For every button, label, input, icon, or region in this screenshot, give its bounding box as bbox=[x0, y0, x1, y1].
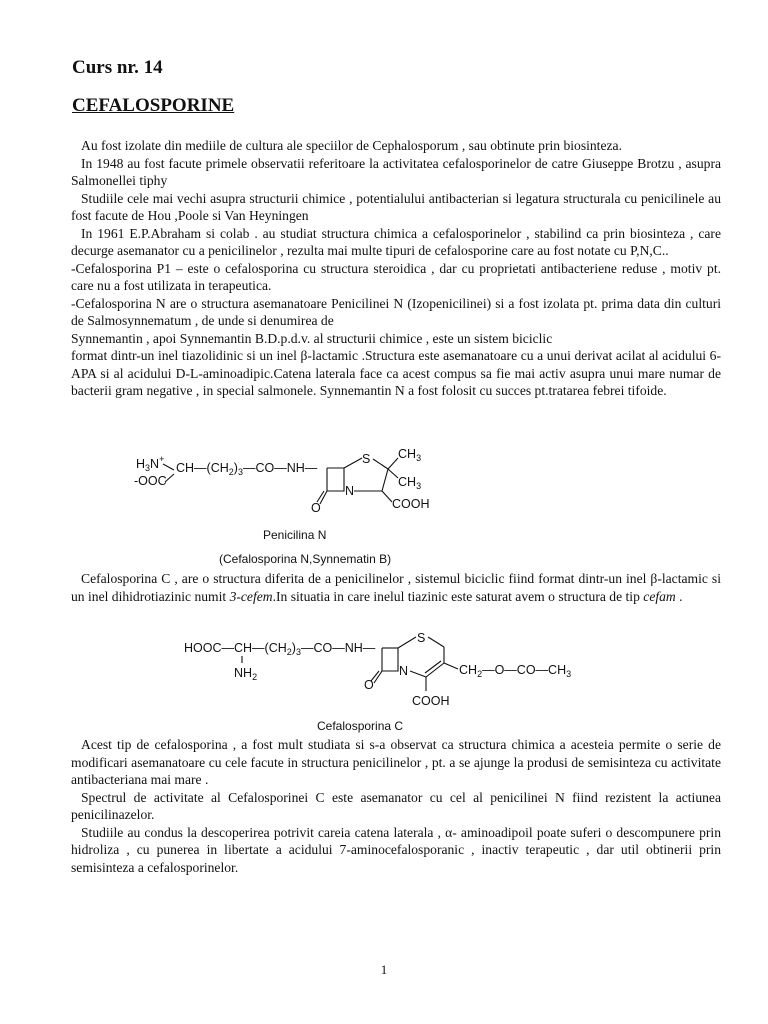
topic-heading: CEFALOSPORINE bbox=[72, 95, 235, 116]
text-span: . bbox=[675, 588, 683, 604]
figure1-subcaption: (Cefalosporina N,Synnematin B) bbox=[219, 552, 392, 566]
paragraph: Studiile cele mai vechi asupra structurii chimice , potentialului antibacterian si legatura structurala cu penicilinele au fost facute de Hou ,Poole si Van Heyningen bbox=[71, 190, 721, 223]
text-span: Cefalosporina C , are o structura diferita de a penicilinelor , sistemul biciclic fiind format dintr-un inel β-lactamic si un inel dihidrotiazinic numit bbox=[71, 571, 721, 604]
ooc-label: -OOC bbox=[134, 474, 167, 488]
paragraph: format dintr-un inel tiazolidinic si un inel β-lactamic .Structura este asemanatoare cu a unui derivat acilat al acidului 6-APA si al acidului D-L-aminoadipic.Catena laterala face ca acest compus sa fie mai activ asupra unui mare numar de bacterii gram negative , in special salmonele. Synnemantin N a fost folosit cu succes pt.tratarea febrei tifoide. bbox=[71, 348, 721, 398]
oxygen-label: O bbox=[311, 501, 321, 515]
paragraph: Au fost izolate din mediile de cultura ale speciilor de Cephalosporum , sau obtinute prin biosinteza. bbox=[81, 138, 622, 153]
carboxyl-label: COOH bbox=[392, 497, 430, 511]
closing-text bbox=[71, 736, 721, 876]
paragraph: Studiile au condus la descoperirea potrivit careia catena laterala , α- aminoadipoil poate suferi o descompunere prin hidroliza , cu punerea in libertate a acidului 7-aminocefalosporanic , inactiv terapeutic , dar util obtinerii prin semisinteza a cefalosporinelor. bbox=[71, 824, 721, 875]
amino-label: $NH_2$ bbox=[234, 666, 258, 682]
term-cefam: cefam bbox=[643, 588, 676, 604]
intro-text bbox=[71, 137, 721, 400]
nitrogen-label: N bbox=[345, 484, 355, 498]
paragraph: -Cefalosporina P1 – este o cefalosporina cu structura steroidica , dar cu proprietati antibacteriene reduse , motiv pt. care nu a fost utilizata in terapeutica. bbox=[71, 260, 721, 293]
paragraph: In 1961 E.P.Abraham si colab . au studiat structura chimica a cefalosporinelor , stabilind ca prin biosinteza , care decurge asemanator cu a penicilinelor , rezulta mai multe tipuri de cefalosporine care au fost notate cu P,N,C.. bbox=[71, 225, 721, 258]
cephalosporin-c-structure bbox=[182, 625, 582, 715]
paragraph: Spectrul de activitate al Cefalosporinei C este asemanator cu cel al penicilinei N fiind rezistent la actiunea penicilinazelor. bbox=[71, 789, 721, 822]
paragraph: -Cefalosporina N are o structura asemanatoare Penicilinei N (Izopenicilinei) si a fost izolata pt. prima data din culturi de Salmosynnematum , de unde si denumirea de bbox=[71, 295, 721, 328]
oxygen-label: O bbox=[364, 678, 374, 692]
methyl-bottom-label: $CH_3$ bbox=[398, 475, 422, 491]
h3n-label: $H_3N^+$ bbox=[136, 454, 165, 473]
side-chain-label: $HOOC—CH—(CH_2)_3—CO—NH—$ bbox=[184, 641, 376, 657]
side-chain-label: $CH—(CH_2)_3—CO—NH—$ bbox=[176, 461, 318, 477]
paragraph: In 1948 au fost facute primele observatii referitoare la activitatea cefalosporinelor de catre Giuseppe Brotzu , asupra Salmonellei tiphy bbox=[71, 155, 721, 188]
methyl-top-label: $CH_3$ bbox=[398, 447, 422, 463]
course-title: Curs nr. 14 bbox=[72, 57, 163, 78]
figure1-caption: Penicilina N bbox=[263, 528, 327, 542]
paragraph: Synnemantin , apoi Synnemantin B.D.p.d.v. al structurii chimice , este un sistem biciclic bbox=[71, 330, 553, 346]
text-span: .In situatia in care inelul tiazinic este saturat avem o structura de tip bbox=[272, 588, 644, 604]
paragraph bbox=[71, 570, 721, 605]
sulfur-label: S bbox=[362, 452, 371, 466]
acetoxymethyl-label: $CH_2—O—CO—CH_3$ bbox=[459, 663, 572, 679]
page-number: 1 bbox=[380, 962, 388, 977]
term-3-cefem: 3-cefem bbox=[229, 588, 273, 604]
paragraph: Acest tip de cefalosporina , a fost mult studiata si s-a observat ca structura chimica a acesteia permite o serie de modificari asemanatoare cu cele facute in structura penicilinelor , pt. a se ajunge la produsi de semisinteza cu activitate antibacteriana mai mare . bbox=[71, 737, 721, 787]
penicillin-n-structure bbox=[130, 444, 460, 516]
carboxyl-label: COOH bbox=[412, 694, 450, 708]
figure2-caption: Cefalosporina C bbox=[317, 719, 404, 733]
sulfur-label: S bbox=[417, 631, 426, 645]
nitrogen-label: N bbox=[399, 664, 409, 678]
cephalosporin-c-paragraph bbox=[71, 570, 721, 605]
